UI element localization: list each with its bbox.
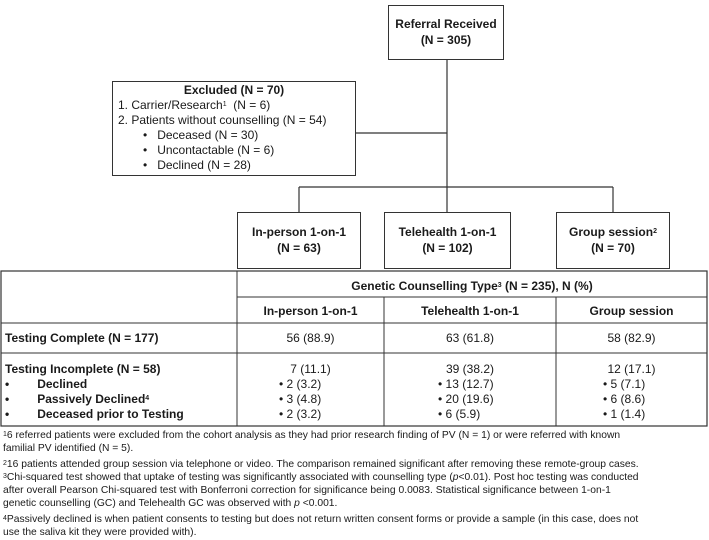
- footnote-3-text3b: <0.001.: [299, 498, 338, 509]
- excluded-title: Excluded (N = 70): [183, 83, 285, 97]
- branch-title-inperson: In-person 1-on-1: [251, 225, 346, 239]
- declined-group: • 5 (7.1): [603, 377, 646, 391]
- excluded-sub-uncontactable-text: Uncontactable (N = 6): [157, 143, 275, 157]
- footnote-3-text3a: genetic counselling (GC) and Telehealth GC was observed with: [3, 498, 295, 509]
- bullet-icon: •: [5, 407, 10, 421]
- sub-label-passive-text: Passively Declined: [37, 392, 146, 406]
- sub-label-deceased: [5, 407, 184, 422]
- footnote-ref-2: 2: [653, 228, 657, 235]
- declined-inperson: • 2 (3.2): [279, 377, 322, 391]
- footnote-3-p2: p: [294, 498, 300, 509]
- bullet-icon: •: [5, 377, 10, 391]
- footnote-4-line1: [3, 514, 638, 527]
- row-label-incomplete: Testing Incomplete (N = 58): [5, 362, 161, 376]
- col-header-telehealth: Telehealth 1-on-1: [421, 304, 519, 318]
- footnote-3-line3: [3, 498, 337, 511]
- incomplete-telehealth: 39 (38.2): [445, 362, 495, 376]
- bullet-icon: •: [5, 392, 10, 406]
- table-header-rest: (N = 235), N (%): [501, 279, 593, 293]
- excluded-item-carrier-text: 1. Carrier/Research: [118, 98, 223, 112]
- footnote-1-line2: familial PV identified (N = 5).: [3, 443, 134, 454]
- footnote-ref-3: 3: [497, 282, 502, 289]
- complete-telehealth: 63 (61.8): [445, 331, 495, 345]
- sub-label-deceased-text: Deceased prior to Testing: [37, 407, 184, 421]
- footnote-1-line1: [3, 430, 620, 443]
- table-header-title: Genetic Counselling Type: [351, 279, 498, 293]
- sub-label-declined: [5, 377, 87, 392]
- footnote-3-line1: [3, 472, 639, 485]
- excluded-sub-deceased-text: Deceased (N = 30): [157, 128, 259, 142]
- sub-label-declined-text: Declined: [37, 377, 88, 391]
- excluded-item-carrier-count: (N = 6): [233, 98, 271, 112]
- footnote-3-line2: after overall Pearson Chi-squared test with Bonferroni correction for significance being 0.0083. Statistical significance between 1-on-1: [3, 485, 611, 496]
- footnote-3-text1b: <0.01). Post hoc testing was conducted: [458, 472, 639, 483]
- branch-count-telehealth: (N = 102): [422, 241, 473, 255]
- footnote-mark-2: 2: [3, 460, 7, 467]
- table-header: [237, 279, 707, 294]
- deceased-telehealth: • 6 (5.9): [438, 407, 481, 421]
- bullet-icon: •: [143, 143, 148, 157]
- bullet-icon: •: [143, 158, 148, 172]
- passive-inperson: • 3 (4.8): [279, 392, 322, 406]
- row-label-complete: Testing Complete (N = 177): [5, 331, 159, 345]
- excluded-item-no-counselling: 2. Patients without counselling (N = 54): [118, 113, 327, 127]
- branch-count-inperson: (N = 63): [277, 241, 321, 255]
- passive-telehealth: • 20 (19.6): [438, 392, 494, 406]
- deceased-inperson: • 2 (3.2): [279, 407, 322, 421]
- footnote-mark-3: 3: [3, 473, 7, 480]
- complete-inperson: 56 (88.9): [286, 331, 335, 345]
- footnote-2-line1: [3, 459, 639, 472]
- incomplete-inperson: 7 (11.1): [290, 362, 331, 376]
- deceased-group: • 1 (1.4): [603, 407, 646, 421]
- incomplete-group: 12 (17.1): [607, 362, 656, 376]
- footnote-ref-4: 4: [145, 395, 150, 402]
- footnote-ref-1: 1: [222, 101, 227, 108]
- col-header-group: Group session: [589, 304, 674, 318]
- branch-title-group-text: Group session: [569, 225, 654, 239]
- branch-title-telehealth: Telehealth 1-on-1: [398, 225, 497, 239]
- footnote-2-text1: 16 patients attended group session via telephone or video. The comparison remained significant after removing these remote-group cases.: [6, 459, 639, 470]
- footnote-4-text1: Passively declined is when patient consents to testing but does not return written consent forms or provide a sample (in this case, does not: [6, 514, 639, 525]
- passive-group: • 6 (8.6): [603, 392, 646, 406]
- bullet-icon: •: [143, 128, 148, 142]
- footnote-mark-4: 4: [3, 515, 7, 522]
- footnote-3-p1: p: [452, 472, 459, 483]
- footnote-1-text1: 6 referred patients were excluded from the cohort analysis as they had prior research finding of PV (N = 1) or were referred with known: [6, 430, 621, 441]
- col-header-inperson: In-person 1-on-1: [263, 304, 358, 318]
- excluded-sub-declined-text: Declined (N = 28): [157, 158, 251, 172]
- complete-group: 58 (82.9): [607, 331, 656, 345]
- footnote-3-text1a: Chi-squared test showed that uptake of testing was significantly associated with counselling type (: [6, 472, 453, 483]
- footnote-mark-1: 1: [3, 431, 7, 438]
- referral-count: (N = 305): [420, 33, 472, 47]
- declined-telehealth: • 13 (12.7): [438, 377, 494, 391]
- footnote-4-line2: use the saliva kit they were provided with).: [3, 527, 197, 538]
- branch-count-group: (N = 70): [591, 241, 635, 255]
- referral-title: Referral Received: [395, 17, 497, 31]
- sub-label-passive: [5, 392, 149, 407]
